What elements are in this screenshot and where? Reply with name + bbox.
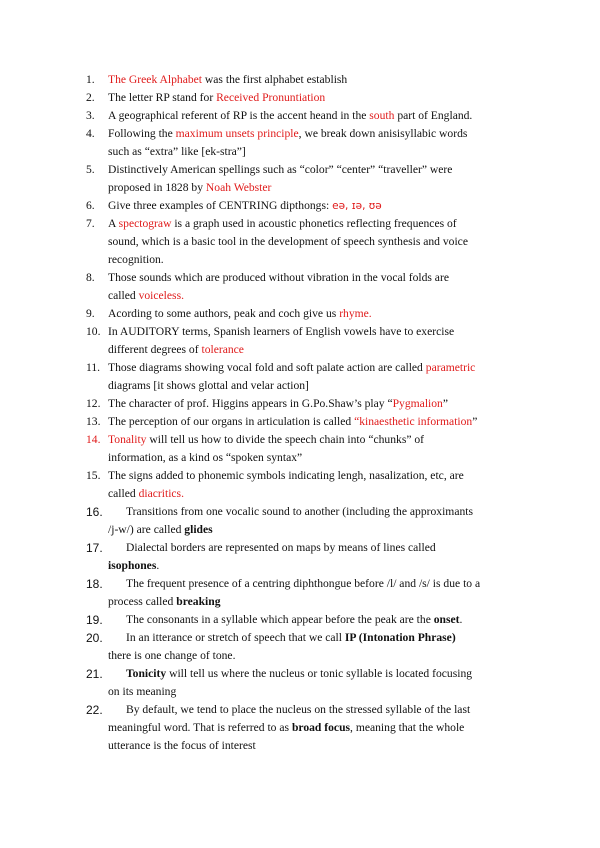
list-item-8 [86, 269, 526, 305]
term: eə, ɪə, ʊə [332, 200, 382, 212]
item-number: 7. [86, 217, 95, 230]
item-text: Distinctively American spellings such as “color” “center” “traveller” were [108, 163, 453, 176]
list-item-7 [86, 215, 526, 269]
term: spectograw [118, 217, 172, 230]
list-item-19 [86, 611, 526, 629]
item-text: sound, which is a basic tool in the development of speech synthesis and voice [108, 235, 468, 248]
item-text: part of England. [394, 109, 473, 122]
item-text: Give three examples of CENTRING dipthongs: [108, 199, 333, 212]
term: Tonicity [126, 667, 167, 680]
item-text: . [459, 613, 463, 626]
item-number: 18. [86, 577, 103, 591]
item-text: Dialectal borders are represented on maps by means of lines called [126, 541, 436, 554]
list-item-17 [86, 539, 526, 575]
list-item-18 [86, 575, 526, 611]
term: IP (Intonation Phrase) [344, 631, 456, 644]
list-item-10 [86, 323, 526, 359]
term: broad focus [291, 721, 351, 734]
item-text: ” [472, 415, 478, 428]
term: Tonality [108, 433, 147, 446]
item-text: called [108, 289, 139, 302]
list-item-11 [86, 359, 526, 395]
term: isophones [108, 559, 157, 572]
item-text: The signs added to phonemic symbols indicating lengh, nasalization, etc, are [108, 469, 464, 482]
item-number: 22. [86, 703, 103, 717]
list-item-15 [86, 467, 526, 503]
term: “kinaesthetic information [354, 415, 473, 428]
item-text: different degrees of [108, 343, 202, 356]
item-text: The character of prof. Higgins appears in G.Po.Shaw’s play “ [108, 397, 393, 410]
list-item-6 [86, 197, 526, 215]
item-number: 3. [86, 109, 95, 122]
term: glides [184, 523, 213, 536]
item-text: information, as a kind os “spoken syntax” [108, 451, 303, 464]
item-number: 13. [86, 415, 101, 428]
item-number: 14. [86, 433, 101, 446]
list-item-20 [86, 629, 526, 665]
item-text: Those diagrams showing vocal fold and soft palate action are called [108, 361, 426, 374]
item-text: Following the [108, 127, 176, 140]
item-text: , we break down anisisyllabic words [298, 127, 468, 140]
list-item-4 [86, 125, 526, 161]
term: onset [433, 613, 460, 626]
item-text: The frequent presence of a centring diphthongue before /l/ and /s/ is due to a [126, 577, 481, 590]
item-text: A [108, 217, 119, 230]
item-text: is a graph used in acoustic phonetics reflecting frequences of [171, 217, 457, 230]
numbered-list [86, 71, 526, 755]
item-text: will tell us where the nucleus or tonic syllable is located focusing [166, 667, 473, 680]
item-text: meaningful word. That is referred to as [108, 721, 292, 734]
item-text: The perception of our organs in articulation is called [108, 415, 355, 428]
item-text: utterance is the focus of interest [108, 739, 256, 752]
item-text: Transitions from one vocalic sound to another (including the approximants [126, 505, 474, 518]
item-text: such as “extra” like [ek-stra”] [108, 145, 246, 158]
item-number: 11. [86, 361, 101, 374]
item-text: By default, we tend to place the nucleus on the stressed syllable of the last [126, 703, 471, 716]
term: Received Pronuntiation [216, 91, 326, 104]
term: The Greek Alphabet [108, 73, 203, 86]
item-number: 2. [86, 91, 95, 104]
term: south [369, 109, 395, 122]
item-text: was the first alphabet establish [202, 73, 348, 86]
item-text: /j-w/) are called [108, 523, 185, 536]
list-item-9 [86, 305, 526, 323]
item-number: 4. [86, 127, 95, 140]
item-text: The letter RP stand for [108, 91, 217, 104]
list-item-21 [86, 665, 526, 701]
item-text: . [156, 559, 160, 572]
item-text: ” [442, 397, 449, 410]
item-number: 8. [86, 271, 95, 284]
item-number: 15. [86, 469, 101, 482]
item-number: 5. [86, 163, 95, 176]
list-item-3 [86, 107, 526, 125]
item-number: 6. [86, 199, 95, 212]
term: tolerance [201, 343, 244, 356]
list-item-5 [86, 161, 526, 197]
item-number: 21. [86, 667, 103, 681]
item-text: Those sounds which are produced without vibration in the vocal folds are [108, 271, 449, 284]
item-text: In an itterance or stretch of speech that we call [126, 631, 345, 644]
list-item-22 [86, 701, 526, 755]
term: Noah Webster [205, 181, 272, 194]
item-number: 19. [86, 613, 103, 627]
list-item-13 [86, 413, 526, 431]
item-text: The consonants in a syllable which appear before the peak are the [126, 613, 434, 626]
item-number: 20. [86, 631, 103, 645]
item-number: 10. [86, 325, 101, 338]
item-text: on its meaning [108, 685, 177, 698]
term: breaking [176, 595, 221, 608]
item-text: proposed in 1828 by [108, 181, 206, 194]
list-item-14 [86, 431, 526, 467]
item-text: diagrams [it shows glottal and velar action] [108, 379, 309, 392]
item-number: 17. [86, 541, 103, 555]
term: diacritics. [138, 487, 184, 500]
item-text: Acording to some authors, peak and coch give us [108, 307, 340, 320]
term: rhyme. [339, 307, 372, 320]
item-text: recognition. [108, 253, 164, 266]
term: maximum unsets principle [175, 127, 299, 140]
item-text: there is one change of tone. [108, 649, 236, 662]
item-text: In AUDITORY terms, Spanish learners of English vowels have to exercise [108, 325, 455, 338]
item-text: called [108, 487, 139, 500]
term: voiceless. [138, 289, 184, 302]
item-number: 12. [86, 397, 101, 410]
item-text: will tell us how to divide the speech chain into “chunks” of [146, 433, 425, 446]
list-item-16 [86, 503, 526, 539]
list-item-2 [86, 89, 526, 107]
item-text: A geographical referent of RP is the accent heand in the [108, 109, 370, 122]
list-item-1 [86, 71, 526, 89]
item-number: 9. [86, 307, 95, 320]
item-number: 1. [86, 73, 95, 86]
term: parametric [425, 361, 476, 374]
item-text: process called [108, 595, 177, 608]
term: Pygmalion [392, 397, 443, 410]
list-item-12 [86, 395, 526, 413]
item-number: 16. [86, 505, 103, 519]
item-text: , meaning that the whole [350, 721, 465, 734]
